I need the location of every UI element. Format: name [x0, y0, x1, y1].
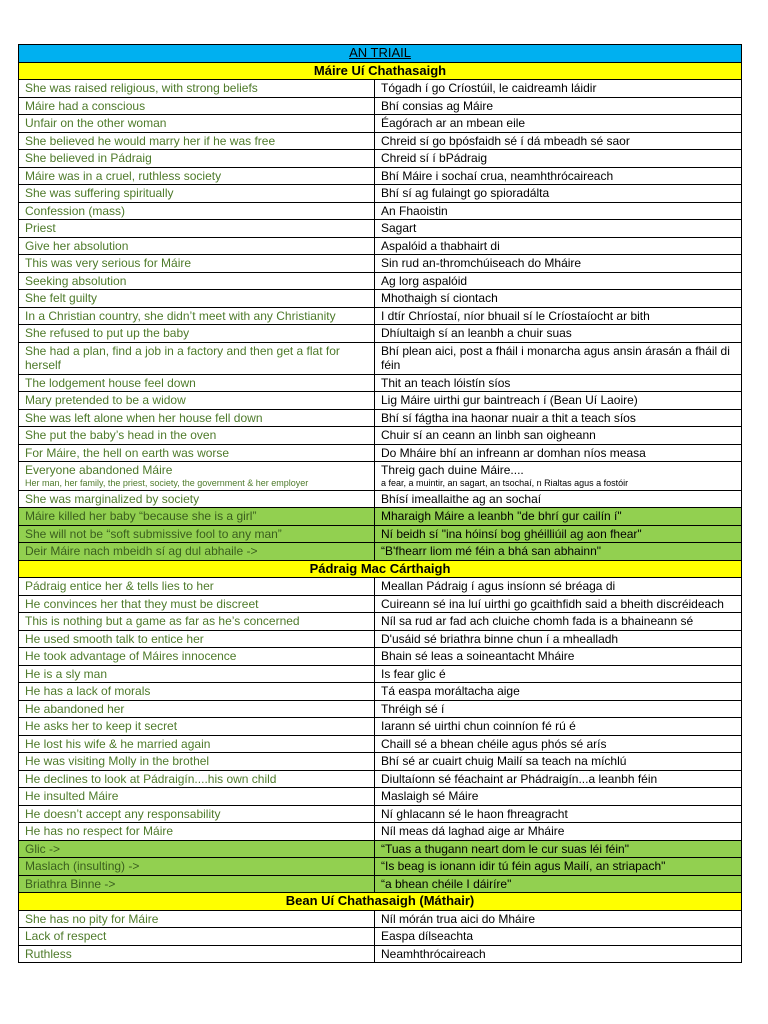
irish-text: Ag lorg aspalóid: [381, 273, 468, 288]
irish-text: Bhí sí fágtha ina haonar nuair a thit a teach síos: [381, 410, 636, 425]
table-row: [19, 858, 742, 876]
table-row: [19, 630, 742, 648]
irish-text: Lig Máire uirthi gur baintreach í (Bean Uí Laoire): [381, 393, 638, 407]
irish-text: Mharaigh Máire a leanbh "de bhrí gur cailín í": [381, 509, 622, 523]
section-title: Pádraig Mac Cárthaigh: [19, 560, 742, 578]
table-row: [19, 648, 742, 666]
table-row: [19, 392, 742, 410]
irish-cell: [375, 578, 742, 596]
english-cell: [19, 392, 375, 410]
english-text: He lost his wife & he married again: [25, 736, 211, 751]
irish-cell: [375, 290, 742, 308]
irish-text: “a bhean chéile I dáiríre": [381, 876, 512, 891]
english-cell: [19, 272, 375, 290]
irish-text: Chaill sé a bhean chéile agus phós sé arís: [381, 736, 607, 751]
irish-cell: [375, 150, 742, 168]
english-cell: [19, 374, 375, 392]
table-row: [19, 840, 742, 858]
english-cell: [19, 613, 375, 631]
english-text: This is nothing but a game as far as he’s concerned: [25, 614, 300, 628]
english-text: Mary pretended to be a widow: [25, 393, 186, 407]
irish-text: Sagart: [381, 221, 417, 235]
table-row: [19, 770, 742, 788]
english-cell: [19, 325, 375, 343]
english-cell: [19, 80, 375, 98]
irish-text: Bhí consias ag Máire: [381, 98, 494, 113]
english-text: Deir Máire nach mbeidh sí ag dul abhaile ->: [25, 544, 258, 558]
english-cell: [19, 290, 375, 308]
english-text: In a Christian country, she didn’t meet with any Christianity: [25, 308, 336, 323]
english-text: She was suffering spiritually: [25, 186, 174, 200]
english-cell: [19, 683, 375, 701]
irish-text: Chreid sí go bpósfaidh sé í dá mbeadh sé saor: [381, 133, 630, 148]
english-cell: [19, 220, 375, 238]
table-row: [19, 80, 742, 98]
irish-cell: [375, 700, 742, 718]
english-cell: [19, 307, 375, 325]
table-row: [19, 374, 742, 392]
english-text: Confession (mass): [25, 203, 126, 218]
english-cell: [19, 805, 375, 823]
irish-text: Bhain sé leas a soineantacht Mháire: [381, 649, 575, 663]
english-cell: [19, 427, 375, 445]
irish-text: An Fhaoistin: [381, 203, 448, 218]
english-cell: [19, 150, 375, 168]
english-cell: [19, 665, 375, 683]
table-row: [19, 409, 742, 427]
irish-cell: [375, 543, 742, 561]
table-row: [19, 578, 742, 596]
irish-cell: [375, 97, 742, 115]
english-cell: [19, 202, 375, 220]
irish-cell: [375, 805, 742, 823]
irish-text: Threig gach duine Máire....: [381, 463, 524, 477]
table-row: [19, 342, 742, 374]
irish-text: Níl meas dá laghad aige ar Mháire: [381, 824, 565, 838]
irish-text: “Tuas a thugann neart dom le cur suas léi féin": [381, 841, 629, 856]
irish-text: Thréigh sé í: [381, 701, 445, 716]
english-text: She believed he would marry her if he was free: [25, 133, 276, 148]
table-row: [19, 427, 742, 445]
english-subtext: Her man, her family, the priest, society, the government & her employer: [25, 477, 309, 488]
irish-cell: [375, 325, 742, 343]
english-text: Everyone abandoned Máire: [25, 463, 173, 477]
english-text: Briathra Binne ->: [25, 876, 116, 891]
irish-text: Do Mháire bhí an infreann ar domhan níos measa: [381, 445, 646, 460]
irish-cell: [375, 928, 742, 946]
english-cell: [19, 858, 375, 876]
irish-cell: [375, 840, 742, 858]
irish-text: Easpa dílseachta: [381, 929, 474, 943]
table-row: [19, 805, 742, 823]
table-row: [19, 718, 742, 736]
table-row: [19, 665, 742, 683]
english-text: He doesn’t accept any responsability: [25, 806, 221, 821]
english-cell: [19, 910, 375, 928]
table-row: [19, 272, 742, 290]
english-text: He used smooth talk to entice her: [25, 631, 204, 646]
english-text: He has no respect for Máire: [25, 824, 174, 838]
english-cell: [19, 945, 375, 963]
english-cell: [19, 132, 375, 150]
table-row: [19, 595, 742, 613]
irish-text: “Is beag is ionann idir tú féin agus Mailí, an striapach": [381, 859, 666, 873]
english-cell: [19, 875, 375, 893]
english-text: Ruthless: [25, 946, 72, 961]
table-row: [19, 115, 742, 133]
english-cell: [19, 462, 375, 491]
table-row: [19, 525, 742, 543]
english-text: He took advantage of Máires innocence: [25, 649, 237, 663]
english-text: He is a sly man: [25, 666, 108, 681]
english-text: He was visiting Molly in the brothel: [25, 754, 210, 768]
table-row: [19, 683, 742, 701]
table-row: [19, 735, 742, 753]
irish-cell: [375, 255, 742, 273]
english-cell: [19, 508, 375, 526]
irish-cell: [375, 237, 742, 255]
vocab-table: [18, 44, 742, 963]
page-title: AN TRIAIL: [19, 45, 742, 63]
irish-text: Dhíultaigh sí an leanbh a chuir suas: [381, 326, 572, 340]
irish-text: Níl mórán trua aici do Mháire: [381, 911, 536, 926]
irish-text: Aspalóid a thabhairt di: [381, 238, 500, 253]
irish-text: Diultaíonn sé féachaint ar Phádraigín...a leanbh féin: [381, 771, 658, 786]
english-text: She has no pity for Máire: [25, 911, 159, 926]
english-text: He declines to look at Pádraigín....his own child: [25, 771, 277, 786]
irish-text: Neamhthrócaireach: [381, 946, 486, 961]
english-text: He has a lack of morals: [25, 684, 151, 698]
irish-text: Maslaigh sé Máire: [381, 789, 479, 803]
irish-cell: [375, 508, 742, 526]
irish-cell: [375, 272, 742, 290]
irish-text: Bhí Máire i sochaí crua, neamhthrócaireach: [381, 168, 614, 183]
irish-text: Bhí sé ar cuairt chuig Mailí sa teach na míchlú: [381, 754, 627, 768]
irish-text: Chuir sí an ceann an linbh san oigheann: [381, 428, 596, 442]
english-text: The lodgement house feel down: [25, 375, 196, 390]
english-cell: [19, 185, 375, 203]
english-text: She was raised religious, with strong beliefs: [25, 81, 258, 95]
irish-cell: [375, 167, 742, 185]
english-text: He convinces her that they must be discreet: [25, 596, 259, 611]
table-row: [19, 325, 742, 343]
section-title: Bean Uí Chathasaigh (Máthair): [19, 893, 742, 911]
irish-text: Thit an teach lóistín síos: [381, 375, 511, 390]
table-row: [19, 875, 742, 893]
english-cell: [19, 167, 375, 185]
irish-text: Iarann sé uirthi chun coinníon fé rú é: [381, 719, 576, 733]
irish-cell: [375, 648, 742, 666]
english-cell: [19, 444, 375, 462]
irish-cell: [375, 202, 742, 220]
english-text: Maslach (insulting) ->: [25, 859, 140, 873]
irish-text: Bhísí imeallaithe ag an sochaí: [381, 491, 542, 506]
irish-cell: [375, 823, 742, 841]
english-cell: [19, 255, 375, 273]
english-cell: [19, 525, 375, 543]
english-cell: [19, 928, 375, 946]
table-row: [19, 823, 742, 841]
irish-text: Mhothaigh sí ciontach: [381, 291, 498, 305]
table-row: [19, 290, 742, 308]
irish-text: D'usáid sé briathra binne chun í a mhealladh: [381, 631, 619, 646]
english-cell: [19, 342, 375, 374]
irish-cell: [375, 525, 742, 543]
english-cell: [19, 595, 375, 613]
irish-cell: [375, 490, 742, 508]
table-row: [19, 700, 742, 718]
table-row: [19, 132, 742, 150]
english-cell: [19, 97, 375, 115]
irish-cell: [375, 374, 742, 392]
english-cell: [19, 823, 375, 841]
english-text: Máire had a conscious: [25, 98, 146, 113]
table-row: [19, 928, 742, 946]
english-cell: [19, 490, 375, 508]
english-cell: [19, 788, 375, 806]
irish-text: Chreid sí í bPádraig: [381, 151, 488, 165]
english-text: She put the baby’s head in the oven: [25, 428, 217, 442]
english-cell: [19, 237, 375, 255]
irish-text: Meallan Pádraig í agus insíonn sé bréaga di: [381, 579, 616, 593]
table-row: [19, 237, 742, 255]
table-row: [19, 97, 742, 115]
section-title: Máire Uí Chathasaigh: [19, 62, 742, 80]
table-row: [19, 202, 742, 220]
english-text: He abandoned her: [25, 701, 125, 716]
irish-text: “B'fhearr liom mé féin a bhá san abhainn": [381, 544, 602, 558]
table-row: [19, 255, 742, 273]
english-text: Seeking absolution: [25, 273, 127, 288]
english-text: She was left alone when her house fell down: [25, 410, 263, 425]
english-cell: [19, 543, 375, 561]
table-row: [19, 462, 742, 491]
english-cell: [19, 648, 375, 666]
table-row: [19, 508, 742, 526]
english-text: Lack of respect: [25, 929, 107, 943]
table-row: [19, 444, 742, 462]
english-text: He insulted Máire: [25, 789, 119, 803]
english-text: She had a plan, find a job in a factory and then get a flat for herself: [25, 343, 340, 372]
irish-cell: [375, 735, 742, 753]
irish-cell: [375, 770, 742, 788]
english-text: Unfair on the other woman: [25, 116, 167, 130]
english-cell: [19, 115, 375, 133]
irish-cell: [375, 307, 742, 325]
english-text: Give her absolution: [25, 238, 129, 253]
irish-text: Ní ghlacann sé le haon fhreagracht: [381, 806, 568, 821]
english-text: Priest: [25, 221, 56, 235]
section-header-row: [19, 62, 742, 80]
table-row: [19, 945, 742, 963]
english-cell: [19, 409, 375, 427]
irish-cell: [375, 115, 742, 133]
english-cell: [19, 753, 375, 771]
english-text: She was marginalized by society: [25, 491, 200, 506]
table-row: [19, 788, 742, 806]
english-cell: [19, 630, 375, 648]
irish-cell: [375, 665, 742, 683]
irish-cell: [375, 945, 742, 963]
irish-subtext: a fear, a muintir, an sagart, an tsochaí, n Rialtas agus a fostóir: [381, 477, 629, 488]
irish-cell: [375, 220, 742, 238]
table-row: [19, 167, 742, 185]
irish-cell: [375, 683, 742, 701]
irish-text: Tógadh í go Críostúil, le caidreamh láidir: [381, 81, 597, 95]
irish-cell: [375, 392, 742, 410]
irish-cell: [375, 132, 742, 150]
irish-cell: [375, 342, 742, 374]
irish-cell: [375, 788, 742, 806]
irish-cell: [375, 718, 742, 736]
irish-cell: [375, 427, 742, 445]
english-cell: [19, 700, 375, 718]
table-row: [19, 490, 742, 508]
irish-cell: [375, 444, 742, 462]
english-text: She believed in Pádraig: [25, 151, 152, 165]
english-cell: [19, 840, 375, 858]
english-cell: [19, 735, 375, 753]
irish-cell: [375, 185, 742, 203]
english-cell: [19, 770, 375, 788]
irish-text: Sin rud an-thromchúiseach do Mháire: [381, 256, 582, 270]
irish-cell: [375, 753, 742, 771]
irish-cell: [375, 80, 742, 98]
irish-cell: [375, 595, 742, 613]
irish-cell: [375, 462, 742, 491]
english-text: For Máire, the hell on earth was worse: [25, 445, 230, 460]
table-row: [19, 185, 742, 203]
english-text: Glic ->: [25, 841, 61, 856]
english-text: He asks her to keep it secret: [25, 719, 178, 733]
table-row: [19, 150, 742, 168]
english-cell: [19, 578, 375, 596]
english-text: She will not be “soft submissive fool to any man”: [25, 526, 282, 541]
irish-text: Is fear glic é: [381, 666, 446, 681]
english-text: This was very serious for Máire: [25, 256, 192, 270]
table-row: [19, 613, 742, 631]
english-text: Máire was in a cruel, ruthless society: [25, 168, 222, 183]
irish-text: Níl sa rud ar fad ach cluiche chomh fada is a bhaineann sé: [381, 614, 694, 628]
irish-cell: [375, 409, 742, 427]
irish-cell: [375, 910, 742, 928]
irish-text: I dtír Chríostaí, níor bhuail sí le Críostaíocht ar bith: [381, 308, 650, 323]
irish-cell: [375, 875, 742, 893]
irish-text: Cuireann sé ina luí uirthi go gcaithfidh said a bheith discréideach: [381, 596, 724, 611]
irish-text: Ní beidh sí "ina hóinsí bog ghéilliúil ag aon fhear": [381, 526, 642, 541]
section-header-row: [19, 893, 742, 911]
irish-text: Bhí sí ag fulaingt go spioradálta: [381, 186, 550, 200]
english-cell: [19, 718, 375, 736]
english-text: Pádraig entice her & tells lies to her: [25, 579, 214, 593]
table-row: [19, 307, 742, 325]
irish-cell: [375, 613, 742, 631]
table-row: [19, 543, 742, 561]
table-row: [19, 753, 742, 771]
title-row: [19, 45, 742, 63]
english-text: She felt guilty: [25, 291, 98, 305]
table-row: [19, 910, 742, 928]
english-text: Máire killed her baby “because she is a girl”: [25, 509, 257, 523]
section-header-row: [19, 560, 742, 578]
irish-cell: [375, 858, 742, 876]
english-text: She refused to put up the baby: [25, 326, 190, 340]
table-row: [19, 220, 742, 238]
irish-text: Éagórach ar an mbean eile: [381, 116, 526, 130]
irish-cell: [375, 630, 742, 648]
irish-text: Tá easpa moráltacha aige: [381, 684, 520, 698]
irish-text: Bhí plean aici, post a fháil i monarcha agus ansin árasán a fháil di féin: [381, 343, 730, 372]
